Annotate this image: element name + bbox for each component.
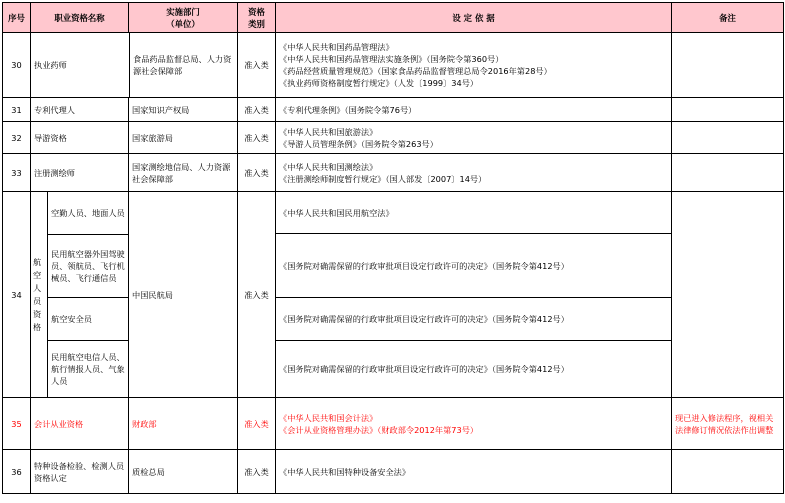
header-type-line1: 资格: [248, 6, 265, 17]
basis-line: 《专利代理条例》（国务院令第76号）: [279, 104, 417, 115]
table-row-highlighted: [3, 398, 784, 450]
table-row: [3, 33, 784, 98]
qualification-name: 导游资格: [31, 122, 129, 154]
header-type-line2: 类别: [248, 18, 265, 29]
basis-cell: [276, 98, 672, 122]
note-cell: [672, 450, 784, 494]
department: 国家旅游局: [129, 122, 238, 154]
aviation-category: 航 空 人 员 资 格: [31, 192, 48, 397]
qualification-name: 执业药师: [31, 33, 130, 97]
header-dept: [129, 3, 238, 33]
basis-cell: 《国务院对确需保留的行政审批项目设定行政许可的决定》（国务院令第412号）: [276, 234, 672, 298]
basis-line: 《中华人民共和国测绘法》: [279, 161, 378, 172]
header-dept-line1: 实施部门: [166, 6, 200, 17]
qualification-type: 准入类: [238, 98, 276, 122]
department: 国家测绘地信局、人力资源社会保障部: [129, 154, 238, 192]
aviation-subcategory: 民用航空电信人员、航行情报人员、气象人员: [51, 352, 125, 386]
basis-cell: 《中华人民共和国特种设备安全法》: [276, 450, 672, 494]
department: 国家知识产权局: [129, 98, 238, 122]
table-row: [3, 122, 784, 154]
basis-cell: [276, 33, 672, 98]
row-no: 35: [3, 398, 31, 450]
note-cell: [672, 122, 784, 154]
note-cell: 现已进入修法程序，视相关法律修订情况依法作出调整: [672, 398, 784, 450]
header-type: [238, 3, 276, 33]
qualification-name: 专利代理人: [31, 98, 129, 122]
basis-cell: [276, 122, 672, 154]
row-no: 31: [3, 98, 31, 122]
basis-line: 《中华人民共和国旅游法》: [279, 126, 378, 137]
table-row: [3, 154, 784, 192]
basis-line: 《药品经营质量管理规范》（国家食品药品监督管理总局令2016年第28号）: [279, 66, 552, 76]
aviation-subcategory: 航空安全员: [48, 298, 129, 341]
department: 中国民航局: [129, 192, 238, 398]
header-name: 职业资格名称: [31, 3, 129, 33]
row-no: 32: [3, 122, 31, 154]
basis-line: 《会计从业资格管理办法》（财政部令2012年第73号）: [279, 424, 479, 435]
qualification-type: 准入类: [238, 33, 276, 98]
note-cell: [672, 192, 784, 398]
header-basis: 设 定 依 据: [276, 3, 672, 33]
table-row: [3, 192, 784, 234]
department: 财政部: [129, 398, 238, 450]
row-no: 36: [3, 450, 31, 494]
basis-cell: 《中华人民共和国民用航空法》: [276, 192, 672, 234]
qualification-type: 准入类: [238, 154, 276, 192]
header-dept-line2: （单位）: [166, 18, 200, 29]
basis-line: 《中华人民共和国会计法》: [279, 412, 378, 423]
note-cell: [672, 33, 784, 98]
aviation-subcategory: 空勤人员、地面人员: [48, 192, 129, 235]
row-no: 34: [3, 192, 31, 398]
basis-line: 《执业药师资格制度暂行规定》（人发〔1999〕34号）: [279, 78, 479, 88]
table-row: [3, 98, 784, 122]
basis-line: 《中华人民共和国药品管理法实施条例》（国务院令第360号）: [279, 54, 504, 64]
qualification-type: 准入类: [238, 398, 276, 450]
qualification-type: 准入类: [238, 192, 276, 398]
header-no: 序号: [3, 3, 31, 33]
row-no: 33: [3, 154, 31, 192]
qualification-type: 准入类: [238, 122, 276, 154]
qualification-table: [2, 2, 784, 494]
qualification-name: 特种设备检验、检测人员资格认定: [31, 450, 129, 494]
qualification-type: 准入类: [238, 450, 276, 494]
row-no: 30: [3, 33, 31, 98]
qualification-name: 会计从业资格: [31, 398, 129, 450]
department: 质检总局: [129, 450, 238, 494]
table-row: [3, 450, 784, 494]
basis-line: 《中华人民共和国药品管理法》: [279, 42, 394, 52]
qualification-name: 注册测绘师: [31, 154, 129, 192]
basis-cell: 《国务院对确需保留的行政审批项目设定行政许可的决定》（国务院令第412号）: [276, 340, 672, 397]
note-cell: [672, 98, 784, 122]
header-row: [3, 3, 784, 33]
header-note: 备注: [672, 3, 784, 33]
aviation-subcategory: 民用航空器外国驾驶员、领航员、飞行机械员、飞行通信员: [48, 235, 129, 298]
basis-cell: [276, 154, 672, 192]
basis-line: 《注册测绘师制度暂行规定》（国人部发〔2007〕14号）: [279, 173, 487, 184]
basis-cell: 《国务院对确需保留的行政审批项目设定行政许可的决定》（国务院令第412号）: [276, 298, 672, 340]
department: 食品药品监督总局、人力资源社会保障部: [133, 54, 232, 76]
basis-line: 《导游人员管理条例》（国务院令第263号）: [279, 138, 438, 149]
note-cell: [672, 154, 784, 192]
basis-cell: [276, 398, 672, 450]
